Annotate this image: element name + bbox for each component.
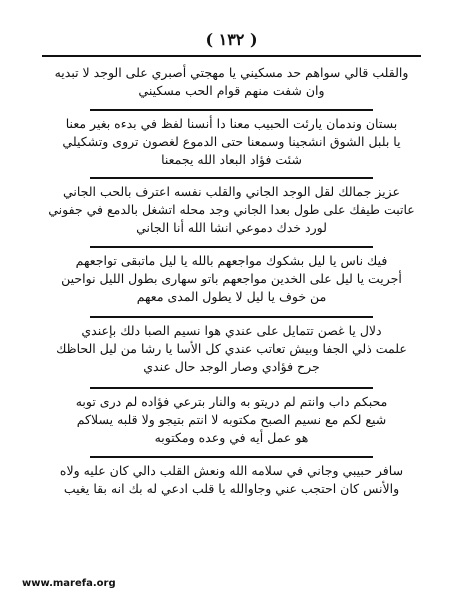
page-number: ( ١٣٢ ) (205, 30, 258, 49)
poem-stanza-6 (40, 393, 423, 447)
stanza-divider (90, 387, 373, 389)
poem-line: لورد خدك دموعي انشا الله أنا الجاني (136, 220, 327, 235)
poem-stanza-2 (40, 115, 423, 169)
poem-line: من خوف يا ليل لا يطول المدى معهم (136, 289, 327, 304)
poem-line: محبكم داب وانتم لم دريتو به والنار بترعي فؤاده لم درى توبه (75, 394, 388, 409)
stanza-divider (90, 316, 373, 318)
poem-line: وان شفت منهم قوام الحب مسكيني (138, 83, 325, 98)
poem-line: بستان وندمان يارئت الحبيب معنا دا أنسنا لفظ في بدءه بغير معنا (65, 116, 398, 131)
stanza-divider (90, 177, 373, 179)
poem-line: سافر حبيبي وجاني في سلامه الله ونعش القلب دالي كان عليه ولاه (59, 463, 404, 478)
poem-stanza-4 (40, 252, 423, 306)
stanza-divider (90, 109, 373, 111)
poem-line: فيك ناس يا ليل بشكوك مواجعهم بالله يا ليل ماتبقى تواجعهم (75, 253, 388, 268)
poem-line: عاتبت طيفك على طول بعدا الجاني وجد محله اتشغل بالدمع في جفوني (48, 202, 415, 217)
poem-stanza-3 (40, 183, 423, 237)
poem-line: شيع لكم مع نسيم الصبح مكتوبه لا انتم بتيجو ولا قلبه يسلاكم (76, 412, 387, 427)
poem-line: دلال يا غصن تتمايل على عندي هوا نسيم الصبا دلك بإعندي (81, 323, 382, 338)
poem-line: علمت ذلي الجفا وبيش تعاتب عندي كل الأسا يا رشا من ليل الحاظك (56, 341, 407, 356)
source-watermark: www.marefa.org (22, 578, 116, 589)
header-rule (42, 55, 421, 57)
stanza-divider (90, 456, 373, 458)
poem-line: شئت فؤاد البعاد الله يجمعنا (161, 152, 302, 167)
poem-stanza-5 (40, 322, 423, 376)
poem-stanza-7 (40, 462, 423, 498)
poem-line: يا بلبل الشوق انشجينا وسمعنا حتى الدموع لغصون تروى وتشكيلي (62, 134, 401, 149)
poem-line: والأنس كان احتجب عني وجاوالله يا قلب ادعي له بك انه بقا يغيب (63, 481, 400, 496)
poem-line: أجريت يا ليل على الخدين مواجعهم باتو سهارى بطول الليل نواحين (61, 271, 402, 286)
poem-line: عزيز جمالك لقل الوجد الجاني والقلب نفسه اعترف بالحب الجاني (62, 184, 401, 199)
poem-line: جرح فؤادي وصار الوجد حال عندي (143, 359, 320, 374)
poem-line: والقلب قالي سواهم حد مسكيني يا مهجتي أصبري على الوجد لا تبديه (54, 65, 409, 80)
poem-stanza-1 (40, 64, 423, 100)
poem-line: هو عمل أيه في وعده ومكتوبه (154, 430, 309, 445)
stanza-divider (90, 246, 373, 248)
